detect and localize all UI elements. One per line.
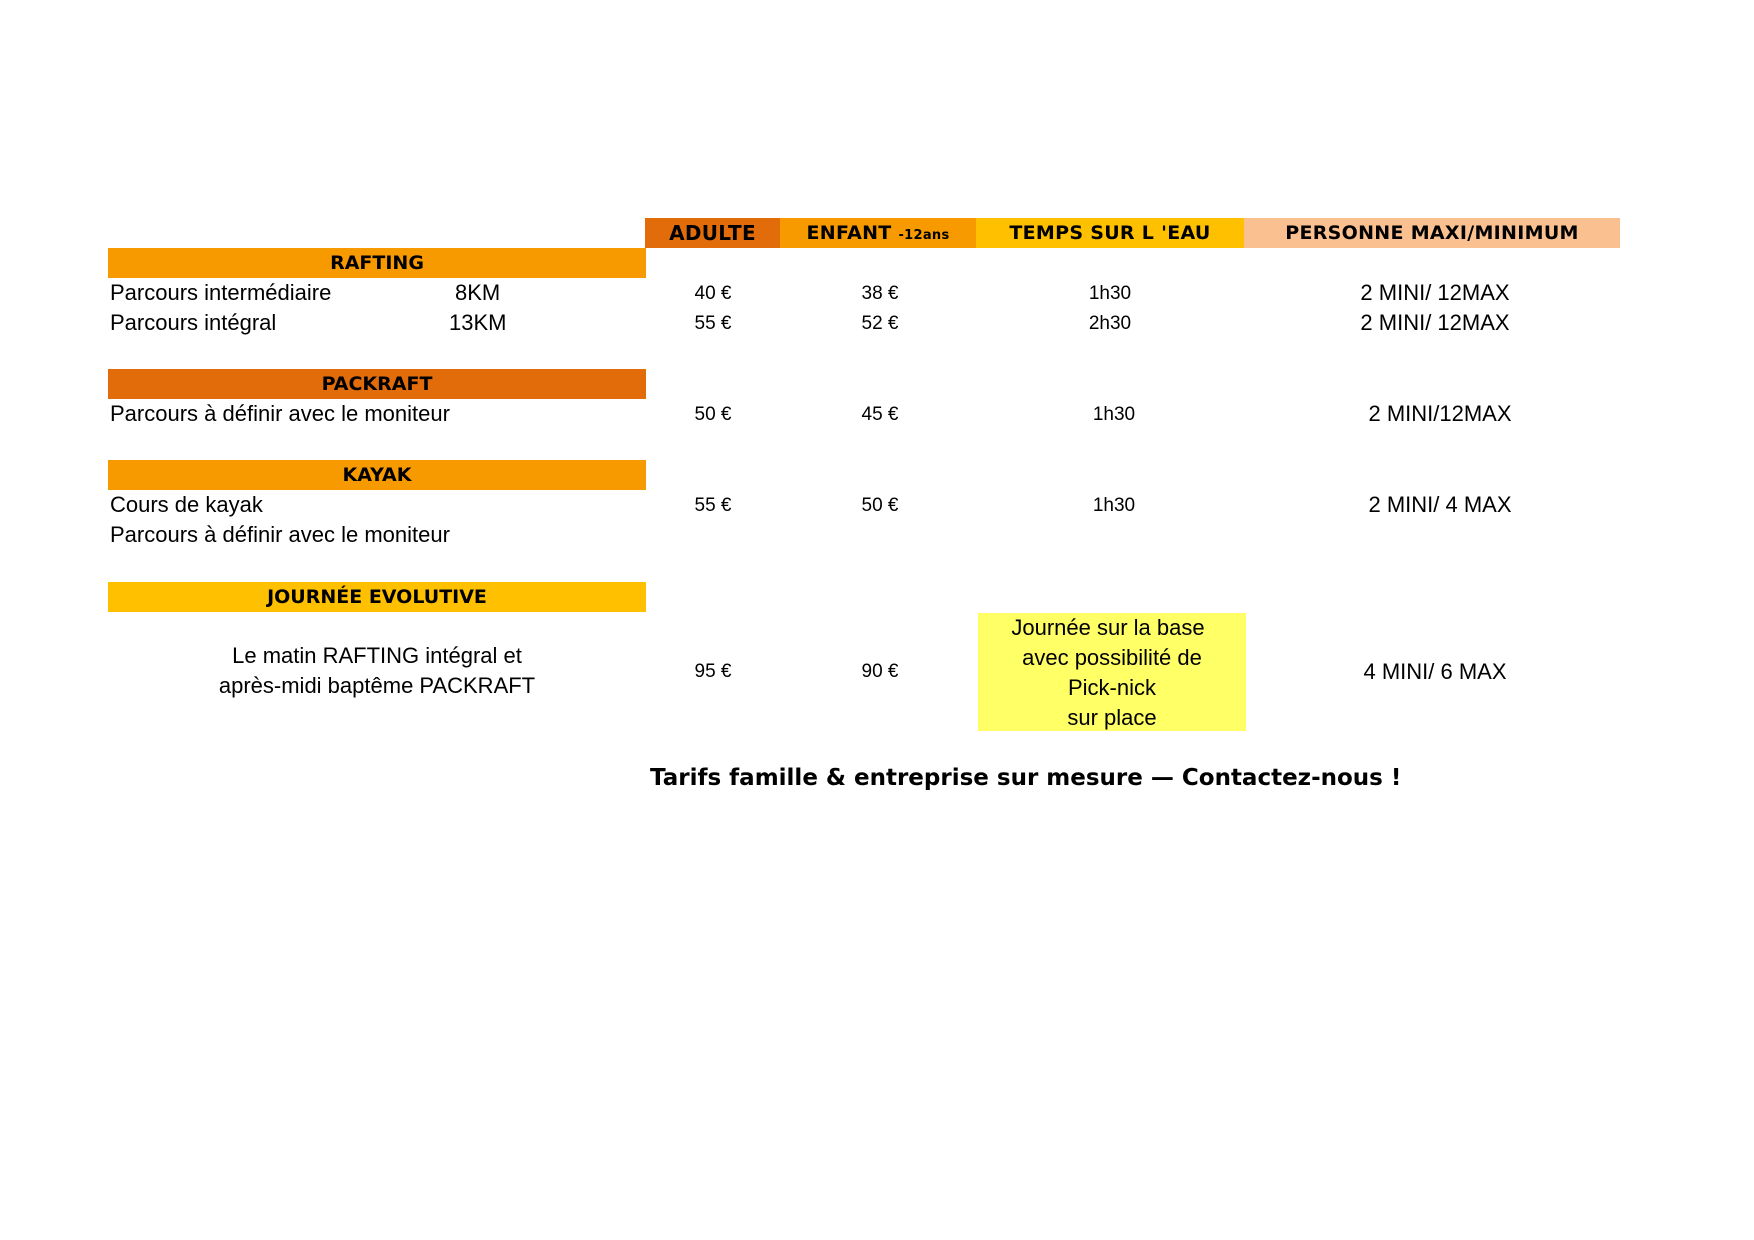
journee-description-line-1: Le matin RAFTING intégral et — [232, 643, 522, 668]
kayak-enfant: 50 € — [861, 495, 899, 516]
packraft-label: Parcours à définir avec le moniteur — [110, 401, 450, 426]
header-adulte: ADULTE — [645, 218, 780, 248]
footer-contact-note: Tarifs famille & entreprise sur mesure — Contactez-nous ! — [650, 765, 1402, 791]
section-packraft-title: PACKRAFT — [108, 369, 646, 399]
rafting-row-1-adulte: 40 € — [694, 283, 732, 304]
kayak-adulte: 55 € — [694, 495, 732, 516]
journee-note-line-1: Journée sur la base — [1011, 615, 1205, 640]
journee-note-line-2: avec possibilité de — [1022, 645, 1202, 670]
rafting-row-1-enfant: 38 € — [861, 283, 899, 304]
kayak-label-1: Cours de kayak — [110, 492, 263, 517]
rafting-row-1-label: Parcours intermédiaire — [110, 280, 332, 305]
rafting-row-1-temps: 1h30 — [1088, 283, 1132, 304]
packraft-adulte: 50 € — [694, 404, 732, 425]
journee-note-line-4: sur place — [1067, 705, 1157, 730]
journee-description-line-2: après-midi baptême PACKRAFT — [218, 673, 536, 698]
header-enfant: ENFANT -12ans — [780, 218, 976, 248]
journee-note-line-3: Pick-nick — [1067, 675, 1156, 700]
header-personne: PERSONNE MAXI/MINIMUM — [1244, 218, 1620, 248]
packraft-personnes: 2 MINI/12MAX — [1368, 401, 1512, 426]
rafting-row-1-personnes: 2 MINI/ 12MAX — [1360, 280, 1510, 305]
rafting-row-2-label: Parcours intégral — [110, 310, 277, 335]
journee-enfant: 90 € — [861, 661, 899, 682]
section-journee-title: JOURNÉE EVOLUTIVE — [108, 582, 646, 612]
header-enfant-sub: -12ans — [898, 228, 950, 243]
header-temps: TEMPS SUR L 'EAU — [976, 218, 1244, 248]
section-kayak-title: KAYAK — [108, 460, 646, 490]
rafting-row-2-temps: 2h30 — [1088, 313, 1132, 334]
kayak-temps: 1h30 — [1092, 495, 1136, 516]
journee-note — [978, 613, 1246, 731]
journee-personnes: 4 MINI/ 6 MAX — [1363, 659, 1507, 684]
packraft-enfant: 45 € — [861, 404, 899, 425]
journee-adulte: 95 € — [694, 661, 732, 682]
rafting-row-1-distance: 8KM — [455, 280, 501, 305]
rafting-row-2-personnes: 2 MINI/ 12MAX — [1360, 310, 1510, 335]
packraft-temps: 1h30 — [1092, 404, 1136, 425]
kayak-label-2: Parcours à définir avec le moniteur — [110, 522, 450, 547]
rafting-row-2-adulte: 55 € — [694, 313, 732, 334]
rafting-row-2-distance: 13KM — [449, 310, 507, 335]
rafting-row-2-enfant: 52 € — [861, 313, 899, 334]
section-rafting-title: RAFTING — [108, 248, 646, 278]
kayak-personnes: 2 MINI/ 4 MAX — [1368, 492, 1512, 517]
